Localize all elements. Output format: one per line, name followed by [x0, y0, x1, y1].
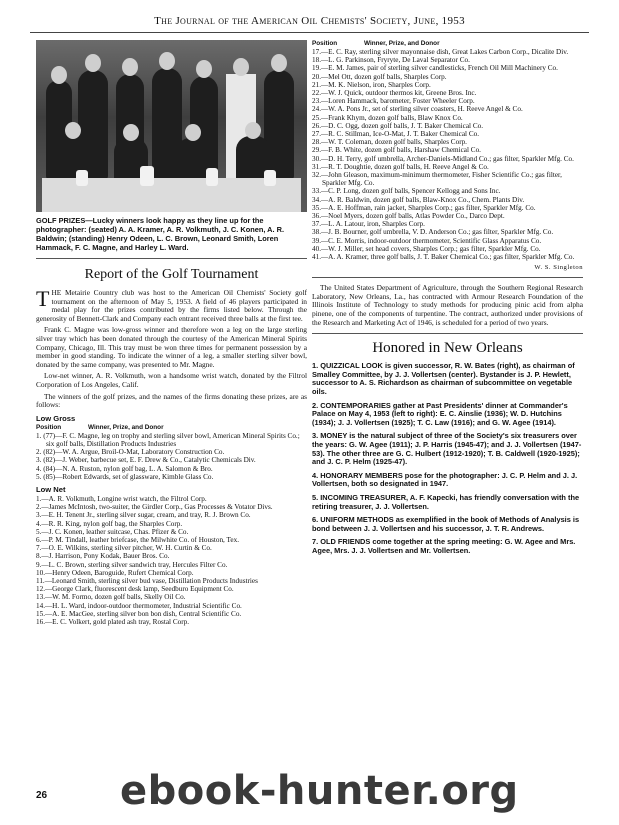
golf-prizes-photo: [36, 40, 307, 212]
list-item: 6.—P. M. Tindall, leather briefcase, the Milwhite Co. of Houston, Tex.: [36, 535, 239, 544]
honored-list: [312, 362, 583, 555]
list-item: 39.—C. E. Morris, indoor-outdoor thermometer, Scientific Glass Apparatus Co.: [312, 236, 542, 245]
list-item: 12.—George Clark, fluorescent desk lamp, Seedburo Equipment Co.: [36, 585, 234, 594]
usda-paragraph: The United States Department of Agriculture, through the Southern Regional Research Laboratory, New Orleans, La., has contracted with Armour Research Foundation of the Illinois Institute of Technology to study methods for producing pinic acid from alpha pinene, one of the components of turpentine. The contract, authorized under provisions of the Research and Marketing Act of 1946, is scheduled for a period of two years.: [312, 283, 583, 327]
list-item: 25.—Frank Khym, dozen golf balls, Blaw Knox Co.: [312, 113, 463, 122]
list-item: 23.—Loren Hammack, barometer, Foster Wheeler Corp.: [312, 97, 475, 106]
column-headings-continued: [312, 40, 583, 47]
list-item: 9.—L. C. Brown, sterling silver sandwich tray, Hercules Filter Co.: [36, 560, 228, 569]
position-heading: Position: [36, 423, 62, 431]
golf-report-title: Report of the Golf Tournament: [84, 267, 259, 282]
author-signature: W. S. Singleton: [534, 264, 583, 272]
low-gross-heading: Low Gross: [36, 413, 76, 423]
list-item: 13.—W. M. Formo, dozen golf balls, Skelly Oil Co.: [36, 593, 186, 602]
list-item: 18.—L. G. Parkinson, Fryryte, De Laval Separator Co.: [312, 56, 470, 65]
list-item: 8.—J. Harrison, Pony Kodak, Bauer Bros. Co.: [36, 552, 170, 561]
list-item: 35.—A. E. Hoffman, rain jacket, Sharples Corp.; gas filter, Sparkler Mfg. Co.: [312, 203, 536, 212]
list-item: 16.—E. C. Volkert, gold plated ash tray, Rostal Corp.: [36, 617, 189, 626]
list-item: 22.—W. J. Quick, outdoor thermos kit, Greene Bros. Inc.: [312, 89, 477, 98]
page-number: 26: [36, 790, 48, 801]
list-item: 32.—John Gleason, maximum-minimum thermometer, Fisher Scientific Co.; gas filter, Sparkler Mfg. Co.: [312, 171, 562, 188]
honored-item: 5. INCOMING TREASURER, A. F. Kapecki, has friendly conversation with the retiring treasurer, J. J. Vollertsen.: [312, 492, 580, 511]
list-item: 37.—L. A. Latour, iron, Sharples Corp.: [312, 220, 425, 229]
divider: [312, 277, 583, 278]
list-item: 10.—Henry Odeen, Baroguide, Rufert Chemical Corp.: [36, 568, 194, 577]
golf-paragraph-1: HE Metairie Country club was host to the American Oil Chemists' Society golf tournament on the afternoon of May 5, 1953. A field of 46 players participated in medal play for the prizes contributed by the firms listed below. Through the generosity of Bennett-Clark and Company each entrant received three balls at the first tee.: [36, 288, 307, 323]
list-item: 38.—J. B. Bourner, golf umbrella, V. D. Anderson Co.; gas filter, Sparkler Mfg. Co.: [312, 228, 554, 237]
list-item: 19.—E. M. James, pair of sterling silver candlesticks, French Oil Mill Machinery Co.: [312, 64, 558, 73]
list-item: 7.—O. E. Wilkins, sterling silver pitcher, W. H. Curtin & Co.: [36, 544, 212, 553]
honored-item: 3. MONEY is the natural subject of three of the Society's six treasurers over the years: G. W. Agee (1911); J. P. Harris (1945-47); and J. J. Vollertsen (1947-53). The other three are G. C. Hulbert (1912-1920); T. B. Caldwell (1920-1925); and J. C. P. Helm (1925-47).: [312, 431, 582, 467]
list-item: 15.—A. E. MacGee, sterling silver bon bon dish, Central Scientific Co.: [36, 609, 242, 618]
list-item: 3. (82)—J. Weber, barbecue set, E. F. Drew & Co., Catalytic Chemicals Div.: [36, 456, 256, 465]
left-column: [36, 40, 307, 626]
low-net-list: [36, 495, 307, 626]
golf-paragraph-4: The winners of the golf prizes, and the names of the firms donating these prizes, are as follows:: [36, 391, 307, 410]
drop-cap: T: [36, 286, 50, 311]
right-column: [312, 40, 583, 561]
winner-heading: Winner, Prize, and Donor: [364, 40, 440, 47]
golf-paragraph-2: Frank C. Magne was low-gross winner and therefore won a leg on the large sterling silver tray which has been donated through the courtesy of the American Mineral Spirits Company, Chicago, Ill. This tray must be won three times for permanent possession by a member in good standing. To indicate the winner of a leg, a smaller sterling silver bowl, donated by the same company, was presented to Mr. Magne.: [36, 325, 307, 369]
divider: [36, 258, 307, 259]
list-item: 11.—Leonard Smith, sterling silver bud vase, Distillation Products Industries: [36, 576, 258, 585]
list-item: 14.—H. L. Ward, indoor-outdoor thermometer, Industrial Scientific Co.: [36, 601, 242, 610]
column-headings: [36, 424, 307, 431]
list-item: 31.—R. T. Doughtie, dozen golf balls, H. Reeve Angel & Co.: [312, 162, 489, 171]
list-item: 2.—James McIntosh, two-suiter, the Girdler Corp., Gas Processes & Votator Divs.: [36, 503, 273, 512]
list-item: 5.—J. C. Konen, leather suitcase, Chas. Pfizer & Co.: [36, 527, 189, 536]
list-item: 33.—C. P. Long, dozen golf balls, Spencer Kellogg and Sons Inc.: [312, 187, 501, 196]
golf-report-body: [36, 286, 307, 410]
list-item: 24.—W. A. Pons Jr., set of sterling silver coasters, H. Reeve Angel & Co.: [312, 105, 523, 114]
honored-item: 2. CONTEMPORARIES gather at Past Presidents' dinner at Commander's Palace on May 4, 1953 (left to right): E. C. Ainslie (1936); W. D. Hutchins (1934); J. J. Vollertsen (1925); T. C. Law (1916); and G. W. Agee (1914).: [312, 400, 568, 427]
low-gross-list: [36, 432, 307, 481]
divider: [312, 333, 583, 334]
list-item: 40.—W. J. Miller, set head covers, Sharples Corp.; gas filter, Sparkler Mfg. Co.: [312, 244, 541, 253]
list-item: 28.—W. T. Coleman, dozen golf balls, Sharples Corp.: [312, 138, 467, 147]
low-net-heading: Low Net: [36, 484, 66, 494]
honored-title: Honored in New Orleans: [372, 340, 523, 357]
position-heading: Position: [312, 40, 338, 47]
list-item: 30.—D. H. Terry, golf umbrella, Archer-Daniels-Midland Co.; gas filter, Sparkler Mfg. Co.: [312, 154, 574, 163]
list-item: 17.—E. C. Ray, sterling silver mayonnaise dish, Great Lakes Carbon Corp., Dicalite Div.: [312, 48, 569, 56]
usda-note: [312, 284, 583, 327]
list-item: 36.—Noel Myers, dozen golf balls, Atlas Powder Co., Darco Dept.: [312, 212, 505, 221]
list-item: 5. (85)—Robert Edwards, set of glassware, Kimble Glass Co.: [36, 472, 214, 481]
list-item: 4.—R. R. King, nylon golf bag, the Sharples Corp.: [36, 519, 183, 528]
list-item: 4. (84)—N. A. Ruston, nylon golf bag, L. A. Salomon & Bro.: [36, 464, 213, 473]
list-item: 26.—D. C. Ogg, dozen golf balls, J. T. Baker Chemical Co.: [312, 121, 484, 130]
honored-item: 7. OLD FRIENDS come together at the spring meeting: G. W. Agee and Mrs. Agee, Mrs. J. J. Vollertsen and Mr. Vollertsen.: [312, 537, 576, 555]
photo-caption: GOLF PRIZES—Lucky winners look happy as they line up for the photographer: (seated) A. A. Kramer, A. R. Volkmuth, J. C. Konen, A. R. Baldwin; (standing) Henry Odeen, L. C. Brown, Leonard Smith, Loren Hammack, F. C. Magne, and Harley L. Ward.: [36, 216, 285, 252]
honored-item: 4. HONORARY MEMBERS pose for the photographer: J. C. P. Helm and J. J. Vollertsen, both so designated in 1947.: [312, 470, 578, 489]
winner-heading: Winner, Prize, and Donor: [88, 423, 164, 431]
list-item: 1. (77)—F. C. Magne, leg on trophy and sterling silver bowl, American Mineral Spirits Co.; six golf balls, Distillation Products Industries: [36, 431, 300, 448]
golf-paragraph-3: Low-net winner, A. R. Volkmuth, won a handsome wrist watch, donated by the Filtrol Corporation of Los Angeles, Calif.: [36, 371, 307, 389]
honored-item: 6. UNIFORM METHODS as exemplified in the book of Methods of Analysis is bond between J. J. Vollertsen and his successor, J. T. R. Andrews.: [312, 515, 580, 533]
honored-item: 1. QUIZZICAL LOOK is given successor, R. W. Bates (right), as chairman of Smalley Committee, by J. J. Vollertsen (center). Bystander is J. P. Hewlett, successor to A. S. Richardson as chairman of subcommittee on vegetable oils.: [312, 361, 575, 397]
list-item: 34.—A. R. Baldwin, dozen golf balls, Blaw-Knox Co., Chem. Plants Div.: [312, 195, 525, 204]
low-net-list-continued: [312, 48, 583, 261]
list-item: 1.—A. R. Volkmuth, Longine wrist watch, the Filtrol Corp.: [36, 494, 207, 503]
list-item: 3.—E. H. Tenent Jr., sterling silver sugar, cream, and tray, R. J. Brown Co.: [36, 511, 251, 520]
list-item: 41.—A. A. Kramer, three golf balls, J. T. Baker Chemical Co.; gas filter, Sparkler Mfg. Co.: [312, 253, 575, 262]
list-item: 20.—Mel Ott, dozen golf balls, Sharples Corp.: [312, 72, 447, 81]
list-item: 21.—M. K. Nielson, iron, Sharples Corp.: [312, 80, 431, 89]
list-item: 27.—R. C. Stillman, Ice-O-Mat, J. T. Baker Chemical Co.: [312, 130, 480, 139]
watermark: ebook-hunter.org: [120, 768, 519, 814]
list-item: 29.—F. B. White, dozen golf balls, Harshaw Chemical Co.: [312, 146, 481, 155]
running-header: The Journal of the American Oil Chemists' Society, June, 1953: [30, 10, 589, 33]
list-item: 2. (82)—W. A. Argue, Broil-O-Mat, Laboratory Construction Co.: [36, 448, 225, 457]
